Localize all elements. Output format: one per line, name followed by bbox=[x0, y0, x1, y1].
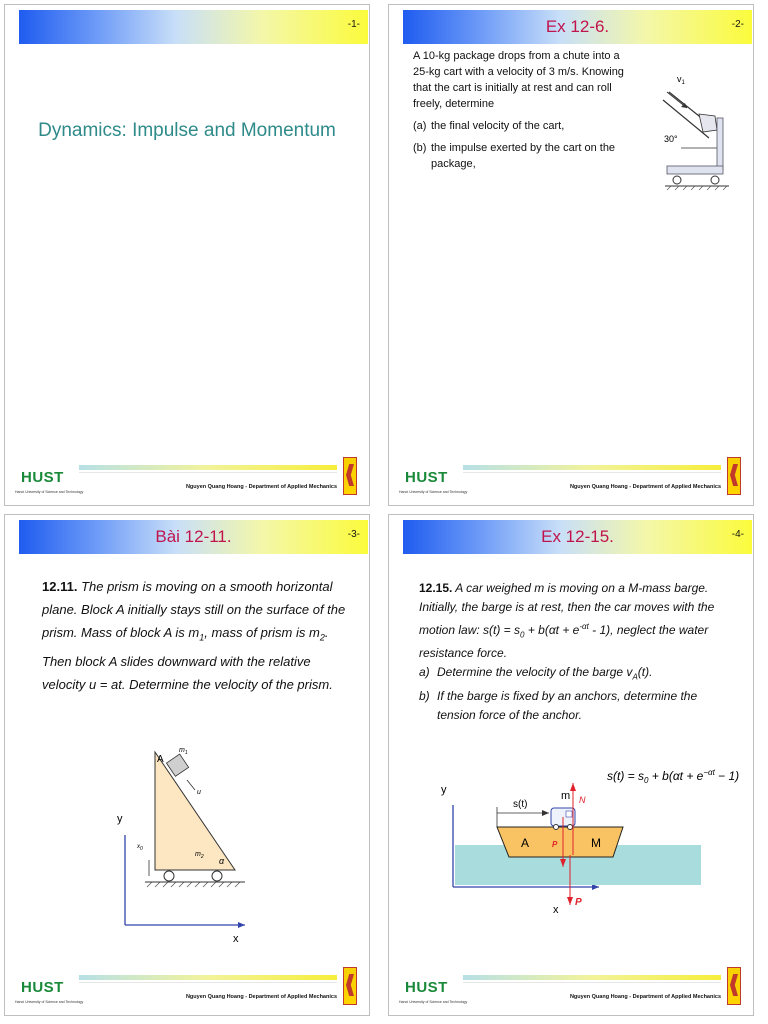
superscript: -αt bbox=[579, 622, 589, 631]
problem-text: The prism is moving on a smooth horizontal plane. Block A initially stays still on the surface of the prism. Mass of block A is m bbox=[42, 579, 346, 640]
university-emblem-icon bbox=[343, 967, 357, 1005]
page-number: -2- bbox=[731, 19, 744, 30]
barge-weight-label: P bbox=[575, 897, 582, 908]
subscript: 2 bbox=[319, 632, 325, 643]
slide-footer bbox=[393, 453, 749, 501]
footer-bar bbox=[463, 975, 721, 980]
hust-logo-subtext: Hanoi University of Science and Technology bbox=[15, 1000, 84, 1004]
item-label: (b) bbox=[413, 142, 427, 154]
barge-a-label: A bbox=[521, 836, 530, 850]
university-emblem-icon bbox=[727, 457, 741, 495]
slide-title: Dynamics: Impulse and Momentum bbox=[38, 120, 336, 141]
subscript: 1 bbox=[199, 632, 205, 643]
prism-figure bbox=[105, 740, 275, 950]
page-number: -1- bbox=[347, 19, 360, 30]
hust-logo-subtext: Hanoi University of Science and Technology bbox=[399, 1000, 468, 1004]
slide-2 bbox=[388, 4, 754, 506]
footer-bar bbox=[79, 465, 337, 470]
problem-text: A car weighed m is moving on a M-mass barge. Initially, the barge is at rest, then the car moves with the motion law: s(t) = s bbox=[419, 581, 715, 637]
slide-header-bar bbox=[19, 520, 368, 554]
m2-label: $m_2$ bbox=[195, 851, 204, 860]
slide-header-title: Bài 12-11. bbox=[155, 527, 232, 546]
x-axis-label: x bbox=[553, 904, 559, 916]
angle-label: 30° bbox=[664, 134, 678, 144]
item-text: the final velocity of the cart, bbox=[431, 120, 565, 132]
alpha-label: α bbox=[219, 856, 225, 866]
problem-paragraph bbox=[42, 575, 354, 696]
m1-label: $m_1$ bbox=[179, 747, 188, 756]
university-emblem-icon bbox=[727, 967, 741, 1005]
list-item bbox=[419, 663, 729, 686]
problem-statement: A 10-kg package drops from a chute into a 25-kg cart with a velocity of 3 m/s. Knowing that the cart is initially at rest and can roll freely, determine bbox=[413, 50, 624, 110]
footer-line bbox=[79, 472, 337, 473]
block-a-label: A bbox=[157, 754, 164, 765]
page-number: -3- bbox=[347, 529, 360, 540]
slide-footer bbox=[393, 963, 749, 1011]
problem-paragraph bbox=[413, 48, 633, 172]
normal-force-label: N bbox=[579, 795, 586, 805]
problem-number: 12.11. bbox=[42, 579, 78, 594]
hust-logo: HUST bbox=[405, 469, 448, 486]
cart-chute-figure bbox=[659, 70, 739, 210]
y-axis-label: y bbox=[441, 784, 447, 796]
slide-footer bbox=[9, 453, 365, 501]
footer-bar bbox=[79, 975, 337, 980]
problem-statement bbox=[419, 579, 729, 663]
footer-line bbox=[463, 472, 721, 473]
list-item bbox=[419, 687, 729, 725]
university-emblem-icon bbox=[343, 457, 357, 495]
slide-1 bbox=[4, 4, 370, 506]
problem-text: - 1), neglect the water resistance force. bbox=[419, 623, 709, 661]
hust-logo-subtext: Hanoi University of Science and Technology bbox=[399, 490, 468, 494]
problem-text: , mass of prism is m bbox=[204, 625, 320, 640]
y-axis-label: y bbox=[117, 813, 123, 825]
car-weight-label: P bbox=[552, 840, 558, 849]
slide-header-bar bbox=[19, 10, 368, 44]
slide-header-bar bbox=[403, 10, 752, 44]
slide-footer bbox=[9, 963, 365, 1011]
item-label: a) bbox=[419, 665, 430, 680]
slide-header-title: Ex 12-15. bbox=[541, 527, 614, 546]
item-text: If the barge is fixed by an anchors, determine the tension force of the anchor. bbox=[437, 688, 698, 722]
barge-m-label: M bbox=[591, 836, 601, 850]
footer-credit: Nguyen Quang Hoang - Department of Applied Mechanics bbox=[569, 994, 721, 1000]
slide-header-title: Ex 12-6. bbox=[545, 17, 610, 36]
footer-line bbox=[463, 982, 721, 983]
problem-text: . Then block A slides downward with the relative velocity u = at. Determine the velocity of the prism. bbox=[42, 625, 333, 692]
item-text: the impulse exerted by the cart on the package, bbox=[431, 142, 616, 170]
item-label: b) bbox=[419, 688, 430, 703]
slide-4 bbox=[388, 514, 754, 1016]
footer-credit: Nguyen Quang Hoang - Department of Applied Mechanics bbox=[569, 484, 721, 490]
car-m-label: m bbox=[561, 790, 571, 802]
footer-credit: Nguyen Quang Hoang - Department of Applied Mechanics bbox=[185, 994, 337, 1000]
hust-logo: HUST bbox=[405, 979, 448, 996]
problem-text: + b(αt + e bbox=[524, 623, 580, 637]
motion-formula: $s(t) = s_0 + b(\alpha t + e^{-\alpha t} - 1)$ bbox=[607, 768, 740, 785]
u-label: u bbox=[197, 789, 201, 796]
list-item bbox=[413, 140, 633, 172]
slide-3 bbox=[4, 514, 370, 1016]
displacement-label: s(t) bbox=[513, 799, 528, 810]
x0-label: $x_0$ bbox=[137, 844, 143, 852]
x-axis-label: x bbox=[233, 933, 239, 945]
v1-label: $v_1$ bbox=[677, 74, 685, 86]
item-label: (a) bbox=[413, 120, 427, 132]
footer-line bbox=[79, 982, 337, 983]
page-number: -4- bbox=[731, 529, 744, 540]
hust-logo: HUST bbox=[21, 469, 64, 486]
footer-bar bbox=[463, 465, 721, 470]
footer-credit: Nguyen Quang Hoang - Department of Applied Mechanics bbox=[185, 484, 337, 490]
barge-figure bbox=[429, 755, 749, 925]
problem-number: 12.15. bbox=[419, 581, 453, 595]
list-item bbox=[413, 118, 633, 134]
slide-header-bar bbox=[403, 520, 752, 554]
item-text: Determine the velocity of the barge $v_A(t)$. bbox=[437, 665, 653, 682]
problem-paragraph bbox=[419, 579, 729, 725]
hust-logo: HUST bbox=[21, 979, 64, 996]
hust-logo-subtext: Hanoi University of Science and Technology bbox=[15, 490, 84, 494]
subscript: 0 bbox=[520, 630, 525, 640]
